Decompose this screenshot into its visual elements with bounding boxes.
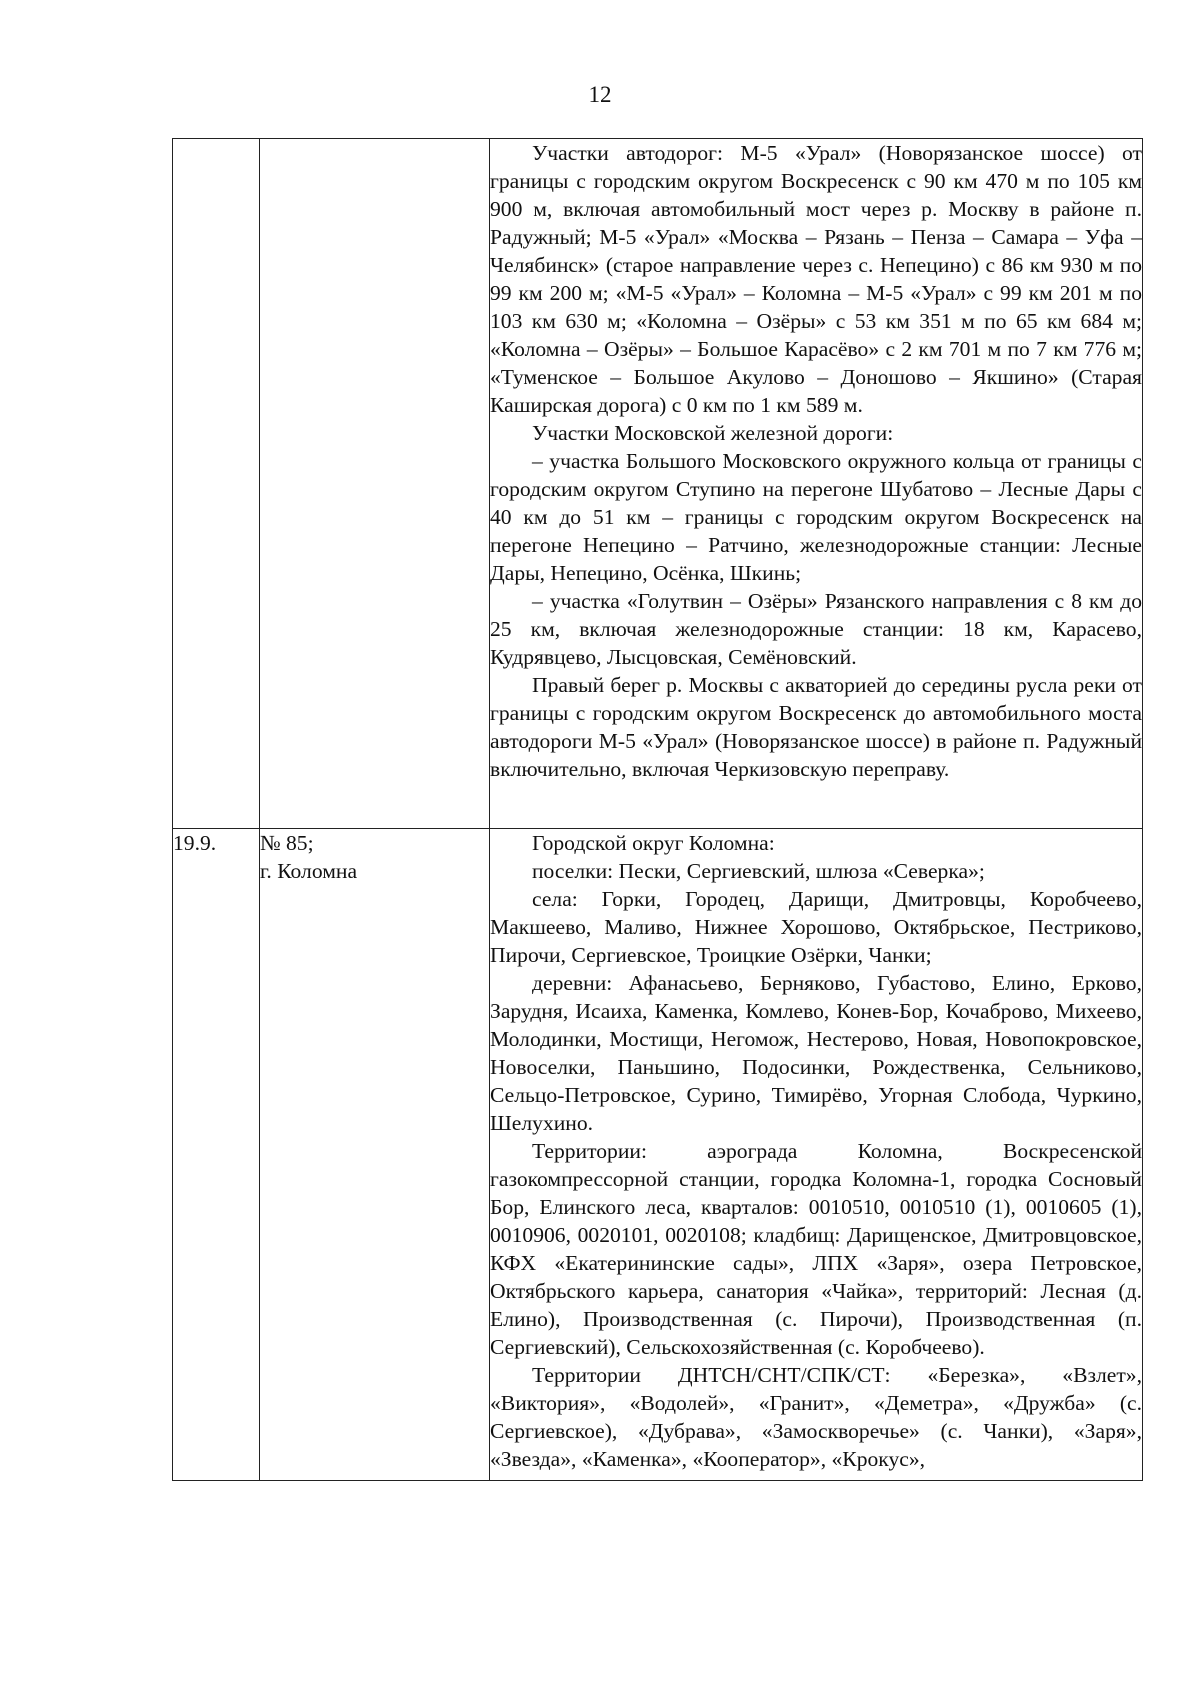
- description-paragraph: Участки Московской железной дороги:: [532, 421, 894, 445]
- district-table: [172, 138, 1143, 1481]
- description-cell: [490, 829, 1143, 1481]
- table-row: [173, 139, 1143, 829]
- description-paragraph: – участка «Голутвин – Озёры» Рязанского направления с 8 км до 25 км, включая железнодорожные станции: 18 км, Карасево, Кудрявцево, Лысцовская, Семёновский.: [490, 589, 1142, 669]
- description-paragraph: Правый берег р. Москвы с акваторией до середины русла реки от границы с городским округом Воскресенск до автомобильного моста автодороги М-5 «Урал» (Новорязанское шоссе) в районе п. Радужный включительно, включая Черкизовскую переправу.: [490, 673, 1142, 781]
- row-number-cell: [173, 139, 260, 829]
- page-number: 12: [588, 82, 612, 107]
- description-paragraph: села: Горки, Городец, Дарищи, Дмитровцы, Коробчеево, Макшеево, Маливо, Нижнее Хорошово, Октябрьское, Пестриково, Пирочи, Сергиевское, Троицкие Озёрки, Чанки;: [490, 887, 1142, 967]
- row-number-cell: [173, 829, 260, 1481]
- row-number: 19.9.: [173, 831, 217, 855]
- description-paragraph: – участка Большого Московского окружного кольца от границы с городским округом Ступино на перегоне Шубатово – Лесные Дары с 40 км до 51 км – границы с городским округом Воскресенск на перегоне Непецино – Ратчино, железнодорожные станции: Лесные Дары, Непецино, Осёнка, Шкинь;: [490, 449, 1142, 585]
- description-paragraph: Городской округ Коломна:: [532, 831, 775, 855]
- district-number: № 85;: [260, 831, 314, 855]
- description-paragraph: Участки автодорог: М-5 «Урал» (Новорязанское шоссе) от границы с городским округом Воскресенск с 90 км 470 м по 105 км 900 м, включая автомобильный мост через р. Москву в районе п. Радужный; М-5 «Урал» «Москва – Рязань – Пенза – Самара – Уфа – Челябинск» (старое направление через с. Непецино) с 86 км 930 м по 99 км 200 м; «М-5 «Урал» – Коломна – М-5 «Урал» с 99 км 201 м по 103 км 630 м; «Коломна – Озёры» с 53 км 351 м по 65 км 684 м; «Коломна – Озёры» – Большое Карасёво» с 2 км 701 м по 7 км 776 м; «Туменское – Большое Акулово – Доношово – Якшино» (Старая Каширская дорога) с 0 км по 1 км 589 м.: [490, 141, 1142, 417]
- description-cell: [490, 139, 1143, 829]
- table-row: [173, 829, 1143, 1481]
- description-paragraph: деревни: Афанасьево, Берняково, Губастово, Елино, Ерково, Зарудня, Исаиха, Каменка, Комлево, Конев-Бор, Кочаброво, Михеево, Молодинки, Мостищи, Негомож, Нестерово, Новая, Новопокровское, Новоселки, Паньшино, Подосинки, Рождественка, Сельниково, Сельцо-Петровское, Сурино, Тимирёво, Угорная Слобода, Чуркино, Шелухино.: [490, 971, 1142, 1135]
- district-cell: [260, 139, 490, 829]
- description-paragraph: поселки: Пески, Сергиевский, шлюза «Северка»;: [532, 859, 985, 883]
- district-name: г. Коломна: [260, 859, 358, 883]
- district-cell: [260, 829, 490, 1481]
- description-paragraph: Территории ДНТСН/СНТ/СПК/СТ: «Березка», «Взлет», «Виктория», «Водолей», «Гранит», «Деметра», «Дружба» (с. Сергиевское), «Дубрава», «Замоскворечье» (с. Чанки), «Заря», «Звезда», «Каменка», «Кооператор», «Крокус»,: [490, 1363, 1142, 1471]
- description-paragraph: Территории: аэрограда Коломна, Воскресенской газокомпрессорной станции, городка Коломна-1, городка Сосновый Бор, Елинского леса, кварталов: 0010510, 0010510 (1), 0010605 (1), 0010906, 0020101, 0020108; кладбищ: Дарищенское, Дмитровцовское, КФХ «Екатерининские сады», ЛПХ «Заря», озера Петровское, Октябрьского карьера, санатория «Чайка», территорий: Лесная (д. Елино), Производственная (с. Пирочи), Производственная (п. Сергиевский), Сельскохозяйственная (с. Коробчеево).: [490, 1139, 1142, 1359]
